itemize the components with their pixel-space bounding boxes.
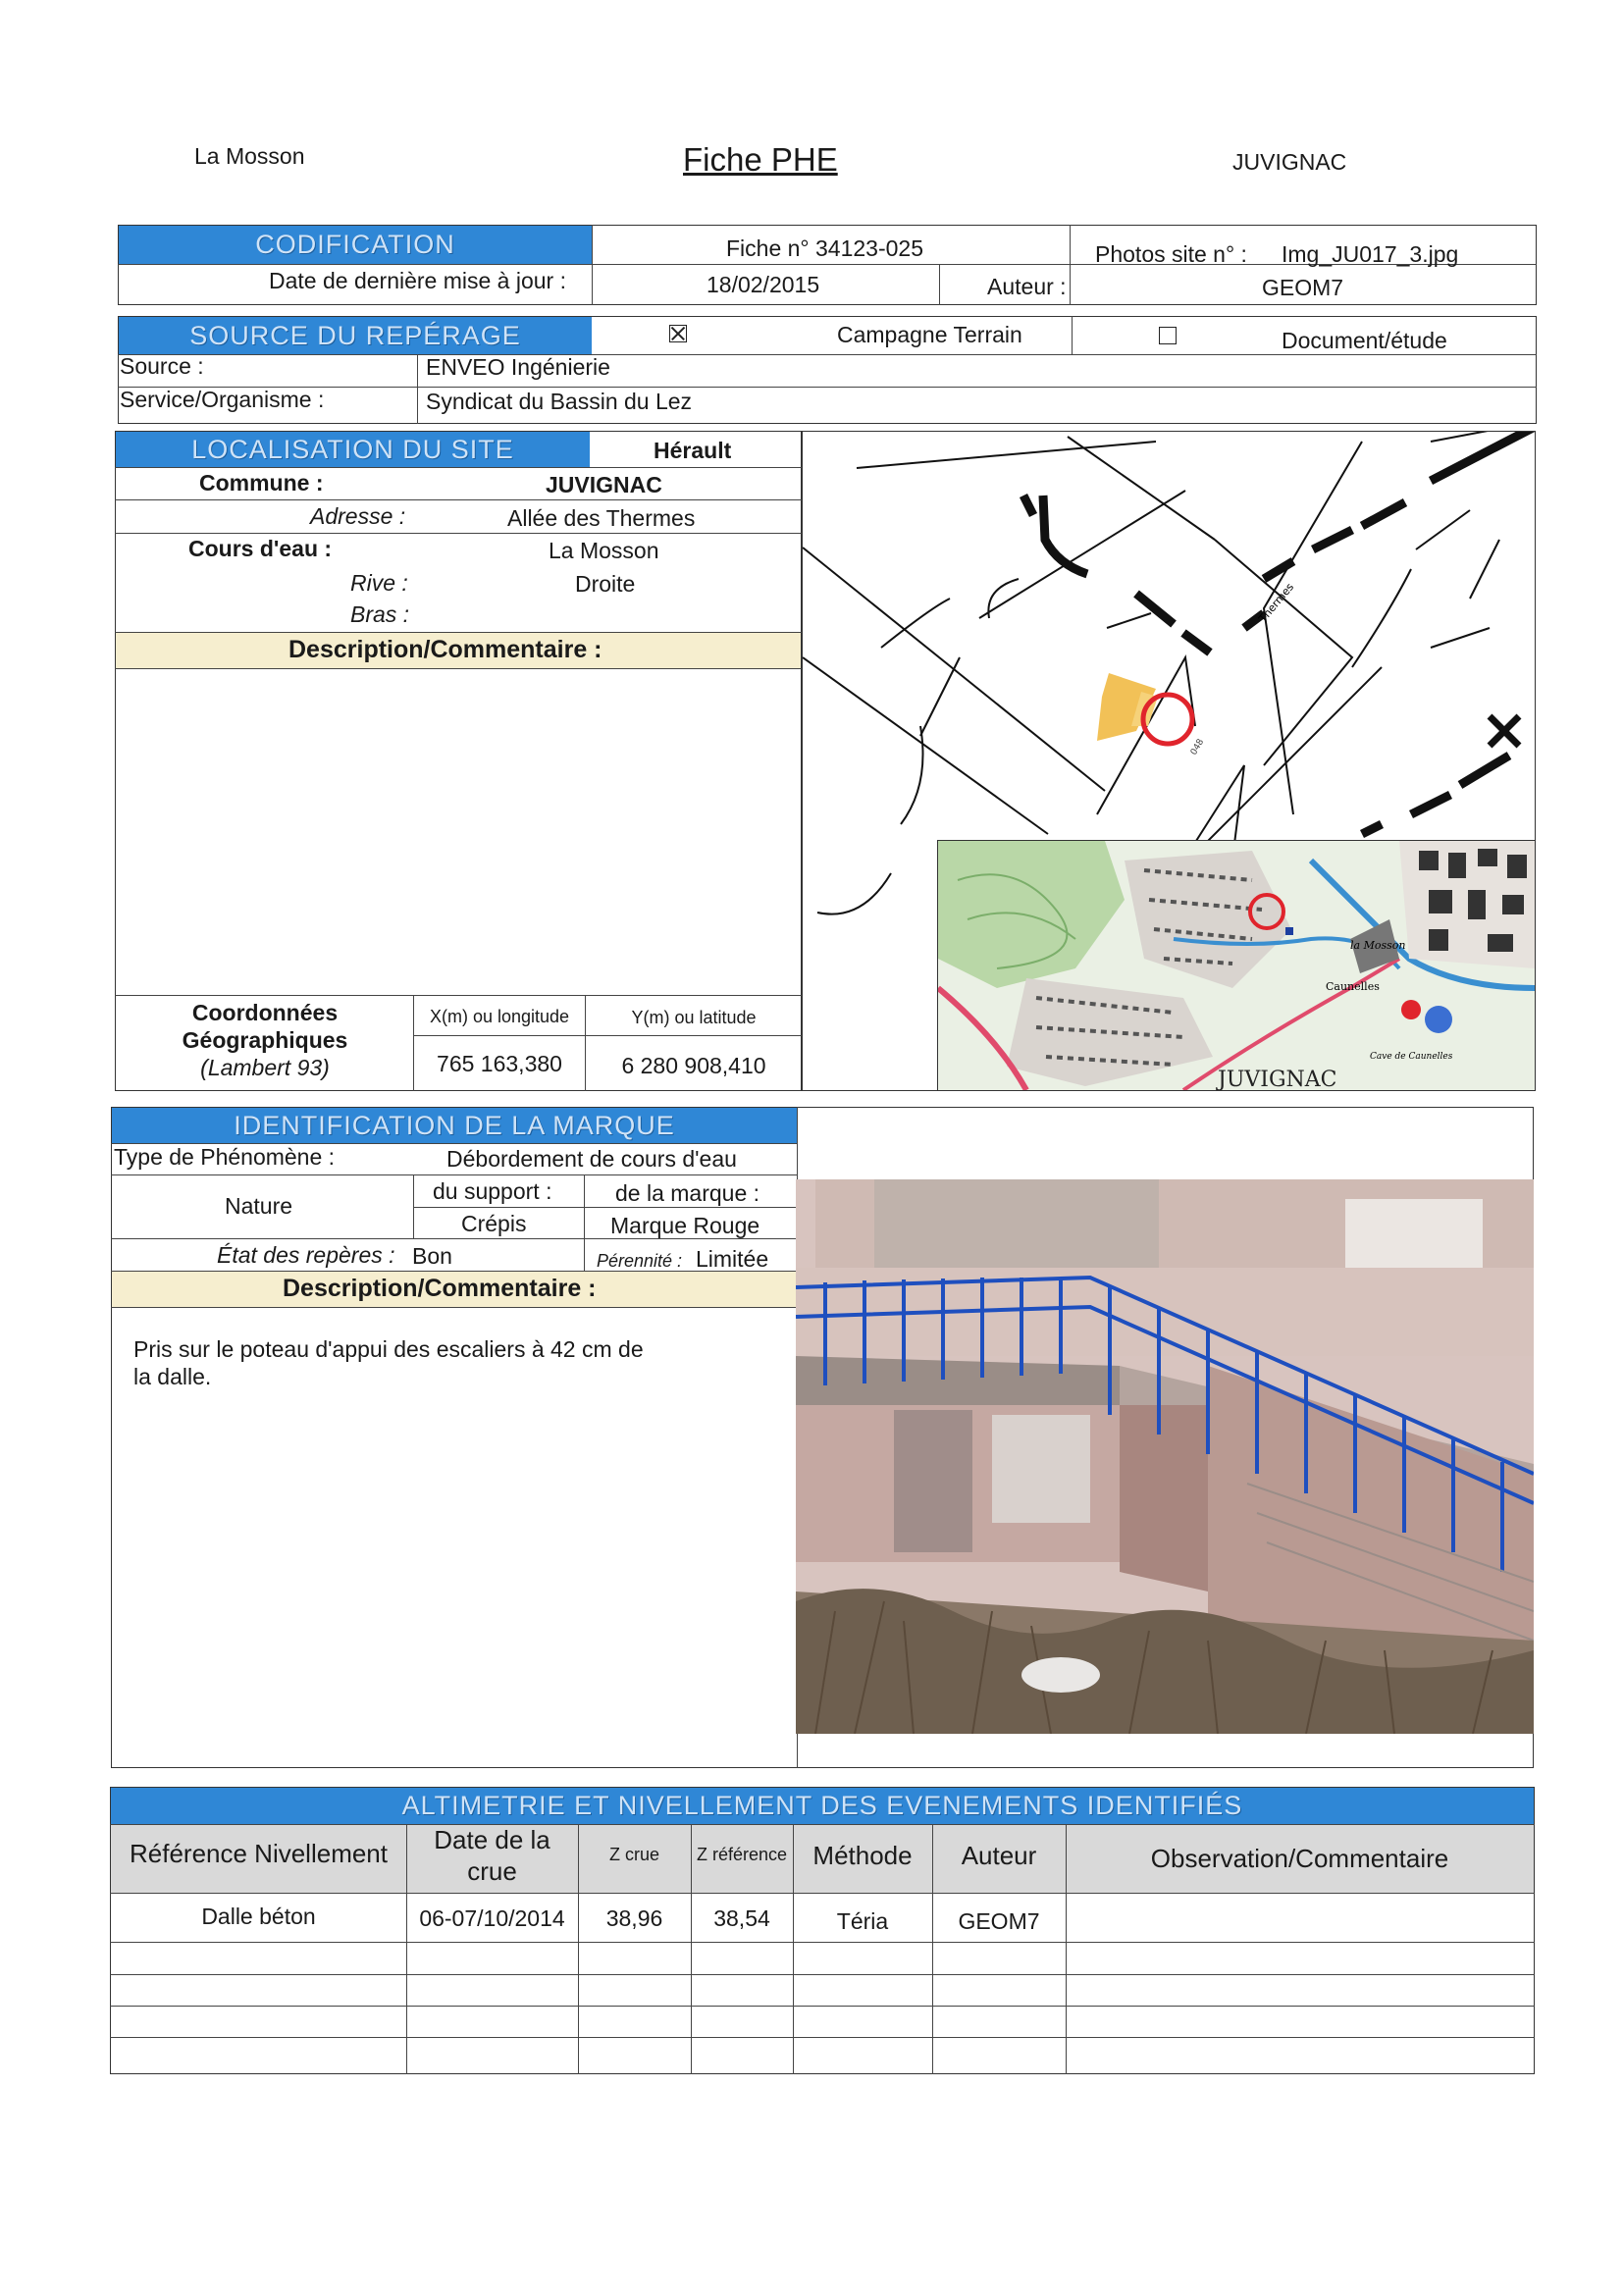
col-auteur: Auteur <box>961 1841 1037 1870</box>
marque-value: Marque Rouge <box>610 1213 760 1238</box>
auteur-value: GEOM7 <box>1262 275 1344 300</box>
col-z-reference: Z référence <box>696 1845 788 1864</box>
date-value: 18/02/2015 <box>707 272 820 297</box>
service-label: Service/Organisme : <box>120 387 325 412</box>
nature-label: Nature <box>225 1193 293 1219</box>
perennite-value: Limitée <box>696 1246 769 1272</box>
site-photo <box>796 1179 1534 1734</box>
marque-label: de la marque : <box>615 1180 760 1206</box>
support-label: du support : <box>433 1178 552 1204</box>
topo-map-drawing <box>938 841 1535 1090</box>
commune-value: JUVIGNAC <box>546 472 662 497</box>
commune-header: JUVIGNAC <box>1232 149 1347 175</box>
etat-value: Bon <box>412 1243 452 1269</box>
cell-date: 06-07/10/2014 <box>419 1905 565 1931</box>
y-value: 6 280 908,410 <box>621 1053 766 1078</box>
cell-methode: Téria <box>836 1908 889 1934</box>
coord-label-3: (Lambert 93) <box>200 1055 330 1080</box>
col-reference: Référence Nivellement <box>129 1839 388 1868</box>
source-band: SOURCE DU REPÉRAGE <box>119 317 592 354</box>
y-label: Y(m) ou latitude <box>631 1008 757 1027</box>
cours-eau-label: Cours d'eau : <box>188 536 333 561</box>
cell-z-crue: 38,96 <box>605 1905 663 1931</box>
topo-place-3: Cave de Caunelles <box>1370 1052 1453 1062</box>
document-etude-label: Document/étude <box>1282 328 1447 353</box>
support-value: Crépis <box>461 1211 527 1236</box>
perennite-label: Pérennité : <box>597 1251 683 1271</box>
col-observation: Observation/Commentaire <box>1150 1844 1449 1873</box>
bras-label: Bras : <box>350 601 410 627</box>
adresse-label: Adresse : <box>310 503 406 529</box>
identification-band: IDENTIFICATION DE LA MARQUE <box>112 1108 797 1143</box>
service-value: Syndicat du Bassin du Lez <box>426 389 693 414</box>
type-label: Type de Phénomène : <box>114 1144 336 1170</box>
altimetrie-band: ALTIMETRIE ET NIVELLEMENT DES EVENEMENTS IDENTIFIÉS <box>111 1788 1534 1824</box>
rive-value: Droite <box>575 571 636 597</box>
topo-place-1: la Mosson <box>1350 939 1406 952</box>
etat-label: État des repères : <box>217 1242 395 1268</box>
coord-label-2: Géographiques <box>182 1027 348 1053</box>
topo-town: JUVIGNAC <box>1218 1068 1337 1090</box>
date-label: Date de dernière mise à jour : <box>269 268 566 293</box>
col-date-2: crue <box>467 1856 517 1886</box>
photos-label: Photos site n° : <box>1095 241 1247 267</box>
localisation-band: LOCALISATION DU SITE <box>116 432 590 467</box>
source-value: ENVEO Ingénierie <box>426 354 610 380</box>
campagne-terrain-label: Campagne Terrain <box>837 322 1022 347</box>
cell-auteur: GEOM7 <box>958 1908 1040 1934</box>
fiche-number: Fiche n° 34123-025 <box>726 235 924 261</box>
col-date-1: Date de la <box>434 1825 550 1854</box>
coord-label-1: Coordonnées <box>191 1000 339 1025</box>
auteur-label: Auteur : <box>987 274 1067 299</box>
rive-label: Rive : <box>350 570 408 596</box>
commune-label: Commune : <box>199 470 324 496</box>
identification-desc-line-2: la dalle. <box>133 1364 212 1389</box>
cours-eau-value: La Mosson <box>549 538 659 563</box>
document-etude-checkbox <box>1159 327 1177 344</box>
page-title: Fiche PHE <box>683 141 838 178</box>
topographic-map-inset <box>937 840 1536 1091</box>
river-name: La Mosson <box>194 143 305 169</box>
col-z-crue: Z crue <box>608 1845 659 1864</box>
col-methode: Méthode <box>812 1841 913 1870</box>
photos-value: Img_JU017_3.jpg <box>1282 241 1459 267</box>
identification-desc-label: Description/Commentaire : <box>283 1275 597 1302</box>
svg-text:048: 048 <box>1188 737 1207 757</box>
source-label: Source : <box>120 353 204 379</box>
adresse-value: Allée des Thermes <box>507 505 696 531</box>
department: Hérault <box>654 438 732 463</box>
localisation-desc-label: Description/Commentaire : <box>288 636 602 663</box>
street-label: Thermes <box>1256 580 1297 625</box>
x-label: X(m) ou longitude <box>429 1007 570 1026</box>
campagne-terrain-checkbox <box>669 325 687 342</box>
topo-place-2: Caunelles <box>1326 980 1380 993</box>
cell-reference: Dalle béton <box>201 1904 316 1929</box>
site-photo-drawing <box>796 1179 1534 1734</box>
x-value: 765 163,380 <box>437 1051 562 1076</box>
cell-z-reference: 38,54 <box>713 1905 770 1931</box>
type-value: Débordement de cours d'eau <box>446 1146 737 1172</box>
codification-band: CODIFICATION <box>119 226 592 264</box>
identification-desc-line-1: Pris sur le poteau d'appui des escaliers à 42 cm de <box>133 1336 644 1362</box>
